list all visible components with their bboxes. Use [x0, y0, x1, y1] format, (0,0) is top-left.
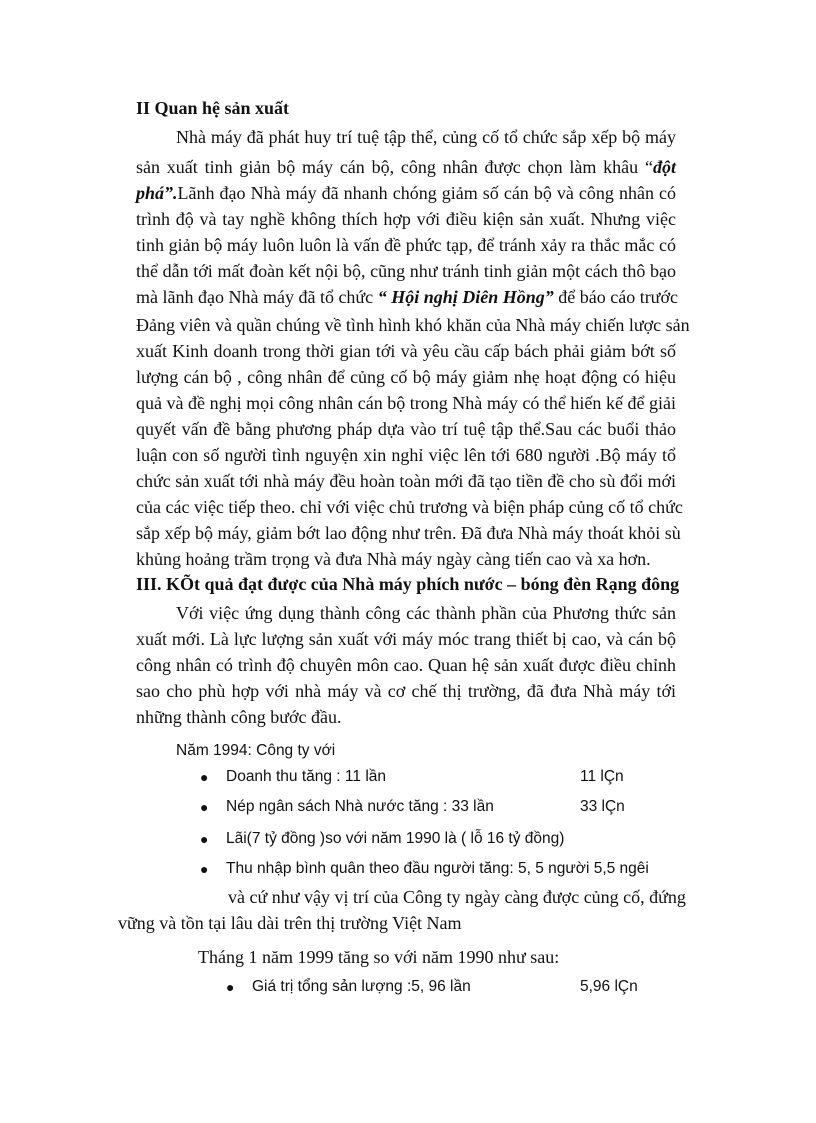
- text-line: phá”.Lãnh đạo Nhà máy đã nhanh chóng giảm số cán bộ và công nhân có: [136, 183, 676, 203]
- text-line: sản xuất tinh giản bộ máy cán bộ, công nhân được chọn làm khâu “đột: [136, 157, 676, 177]
- text-line: Đảng viên và quần chúng về tình hình khó khăn của Nhà máy chiến lược sản: [136, 315, 690, 335]
- list-item-text: Thu nhập bình quân theo đầu người tăng: 5, 5 người 5,5 ngêi: [226, 860, 649, 877]
- list-item-text: Lãi(7 tỷ đồng )so với năm 1990 là ( lỗ 16 tỷ đồng): [226, 830, 565, 847]
- bullet-icon: ●: [200, 799, 209, 815]
- text-line: Với việc ứng dụng thành công các thành phần của Phương thức sản: [176, 603, 676, 623]
- text-line: quyết vấn đề bằng phương pháp dựa vào trí tuệ tập thể.Sau các buổi thảo: [136, 419, 676, 439]
- text-line: sắp xếp bộ máy, giảm bớt lao động như trên. Đã đưa Nhà máy thoát khỏi sù: [136, 523, 681, 543]
- list-item-value: 5,96 lÇn: [580, 978, 638, 995]
- text-line: mà lãnh đạo Nhà máy đã tổ chức “ Hội nghị Diên Hồng” để báo cáo trước: [136, 287, 678, 307]
- bullet-icon: ●: [226, 979, 235, 995]
- text-line: lượng cán bộ , công nhân để củng cố bộ máy giảm nhẹ hoạt động có hiệu: [136, 367, 676, 387]
- emphasis-text: đột: [652, 157, 676, 177]
- text-line: xuất mới. Là lực lượng sản xuất với máy móc trang thiết bị cao, và cán bộ: [136, 629, 676, 649]
- text-line: những thành công bước đầu.: [136, 707, 342, 727]
- text-line: công nhân có trình độ chuyên môn cao. Quan hệ sản xuất được điều chỉnh: [136, 655, 676, 675]
- list-item-text: Doanh thu tăng : 11 lần: [226, 768, 387, 785]
- text-line: sao cho phù hợp với nhà máy và cơ chế thị trường, đã đưa Nhà máy tới: [136, 681, 676, 701]
- list-item-text: Giá trị tổng sản lượng :5, 96 lần: [252, 978, 471, 995]
- section-heading-iii: III. KÕt quả đạt được của Nhà máy phích nước – bóng đèn Rạng đông: [136, 574, 680, 594]
- section-heading-ii: II Quan hệ sản xuất: [136, 98, 290, 118]
- emphasis-text: “ Hội nghị Diên Hồng”: [377, 287, 554, 307]
- bullet-icon: ●: [200, 861, 209, 877]
- text-line: vững và tồn tại lâu dài trên thị trường Việt Nam: [118, 913, 462, 933]
- emphasis-text: phá”.: [136, 183, 178, 203]
- text-line: và cứ như vậy vị trí của Công ty ngày càng được củng cố, đứng: [228, 887, 686, 907]
- text-line: của các việc tiếp theo. chỉ với việc chủ trương và biện pháp củng cố tổ chức: [136, 497, 683, 517]
- year-1994-label: Năm 1994: Công ty với: [176, 742, 336, 759]
- text-line: thể dẫn tới mất đoàn kết nội bộ, cũng như tránh tinh giản một cách thô bạo: [136, 261, 676, 281]
- list-item-value: 11 lÇn: [580, 768, 624, 785]
- bullet-icon: ●: [200, 831, 209, 847]
- text-line: chức sản xuất tới nhà máy đều hoàn toàn mới đã tạo tiền đề cho sù đổi mới: [136, 471, 676, 491]
- bullet-icon: ●: [200, 769, 209, 785]
- text-line: tinh giản bộ máy luôn luôn là vấn đề phức tạp, để tránh xảy ra thắc mắc có: [136, 235, 676, 255]
- text-line: trình độ và tay nghề không thích hợp với điều kiện sản xuất. Nhưng việc: [136, 209, 676, 229]
- text-line: luận con số người tình nguyện xin nghỉ việc lên tới 680 người .Bộ máy tổ: [136, 445, 676, 465]
- text-line: Nhà máy đã phát huy trí tuệ tập thể, củng cố tổ chức sắp xếp bộ máy: [176, 127, 676, 147]
- text-line: quả và đề nghị mọi công nhân cán bộ trong Nhà máy có thể hiến kế để giải: [136, 393, 676, 413]
- list-item-value: 33 lÇn: [580, 798, 625, 815]
- text-line: khủng hoảng trầm trọng và đưa Nhà máy ngày càng tiến cao và xa hơn.: [136, 549, 651, 569]
- year-1999-label: Tháng 1 năm 1999 tăng so với năm 1990 như sau:: [198, 947, 560, 967]
- text-line: xuất Kinh doanh trong thời gian tới và yêu cầu cấp bách phải giảm bớt số: [136, 341, 676, 361]
- list-item-text: Nép ngân sách Nhà nước tăng : 33 lần: [226, 798, 494, 815]
